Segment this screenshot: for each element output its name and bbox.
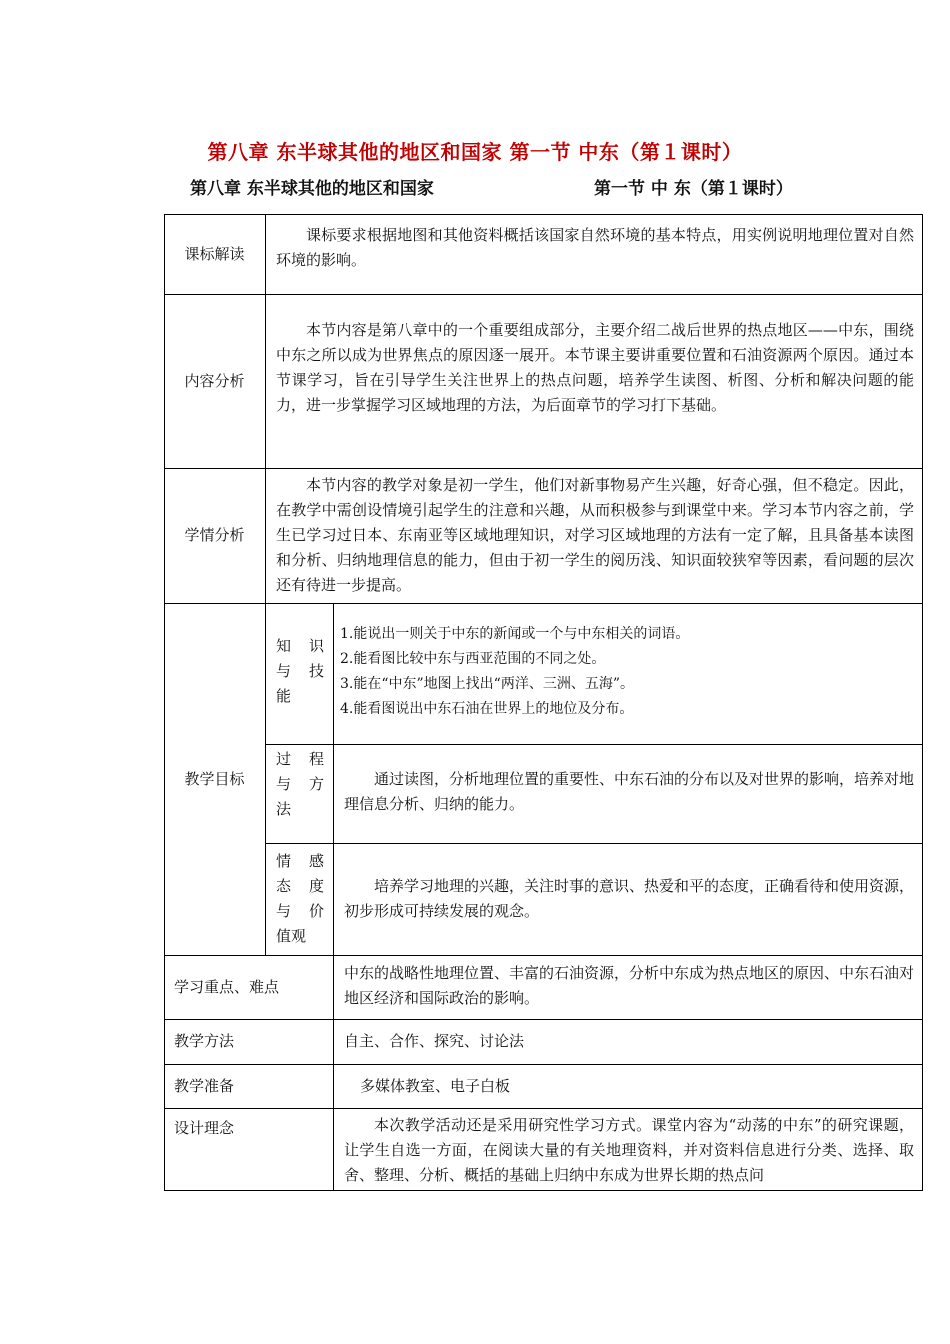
linian-content: 本次教学活动还是采用研究性学习方式。课堂内容为“动荡的中东”的研究课题，让学生自选一方面，在阅读大量的有关地理资料，并对资料信息进行分类、选择、取舍、整理、分析、概括的基础上归纳中东成为世界长期的热点问 bbox=[344, 1116, 914, 1184]
zhunbei-label: 教学准备 bbox=[174, 1076, 235, 1095]
goal-item: 4.能看图说出中东石油在世界上的地位及分布。 bbox=[340, 701, 634, 717]
neirong-content: 本节内容是第八章中的一个重要组成部分，主要介绍二战后世界的热点地区——中东，围绕中东之所以成为世界焦点的原因逐一展开。本节课主要讲重要位置和石油资源两个原因。通过本节课学习，旨在引导学生关注世界上的热点问题，培养学生读图、析图、分析和解决问题的能力，进一步掌握学习区域地理的方法，为后面章节的学习打下基础。 bbox=[276, 321, 914, 414]
guocheng-label-line: 与 方 bbox=[276, 775, 324, 793]
row-divider bbox=[164, 1108, 923, 1109]
xueqing-content: 本节内容的教学对象是初一学生，他们对新事物易产生兴趣，好奇心强，但不稳定。因此，在教学中需创设情境引起学生的注意和兴趣，从而积极参与到课堂中来。学习本节内容之前，学生已学习过日本、东南亚等区域地理知识，对学习区域地理的方法有一定了解，且具备基本读图和分析、归纳地理信息的能力，但由于初一学生的阅历浅、知识面较狭窄等因素，看问题的层次还有待进一步提高。 bbox=[276, 476, 914, 594]
qinggan-content: 培养学习地理的兴趣，关注时事的意识、热爱和平的态度，正确看待和使用资源，初步形成可持续发展的观念。 bbox=[344, 877, 915, 920]
fangfa-content: 自主、合作、探究、讨论法 bbox=[344, 1032, 525, 1050]
qinggan-label bbox=[276, 849, 324, 949]
qinggan-label-line: 与 价 bbox=[276, 902, 324, 920]
section-subtitle: 第一节 中 东（第１课时） bbox=[594, 179, 793, 199]
guocheng-label bbox=[276, 747, 324, 822]
zhishi-label bbox=[276, 634, 324, 709]
zhishi-label-line: 知 识 bbox=[276, 637, 324, 655]
qinggan-label-line: 值观 bbox=[276, 927, 307, 945]
neirong-label: 内容分析 bbox=[184, 371, 245, 390]
row-divider bbox=[164, 603, 923, 604]
row-divider bbox=[164, 468, 923, 469]
goal-item: 2.能看图比较中东与西亚范围的不同之处。 bbox=[340, 651, 606, 667]
zhongdian-label: 学习重点、难点 bbox=[174, 977, 280, 996]
table-border-right bbox=[922, 214, 923, 1190]
goal-item: 1.能说出一则关于中东的新闻或一个与中东相关的词语。 bbox=[340, 626, 690, 642]
guocheng-label-line: 过 程 bbox=[276, 750, 324, 768]
linian-label: 设计理念 bbox=[174, 1119, 235, 1137]
document-title: 第八章 东半球其他的地区和国家 第一节 中东（第１课时） bbox=[207, 140, 743, 164]
goal-item: 3.能在“中东”地图上找出“两洋、三洲、五海”。 bbox=[340, 676, 634, 692]
zhongdian-content: 中东的战略性地理位置、丰富的石油资源，分析中东成为热点地区的原因、中东石油对地区经济和国际政治的影响。 bbox=[344, 964, 915, 1007]
guocheng-label-line: 法 bbox=[276, 800, 292, 818]
kebiao-content: 课标要求根据地图和其他资料概括该国家自然环境的基本特点，用实例说明地理位置对自然环境的影响。 bbox=[276, 226, 914, 269]
zhishi-label-line: 与 技 bbox=[276, 662, 324, 680]
row-divider bbox=[164, 294, 923, 295]
zhishi-list bbox=[340, 622, 920, 722]
qinggan-label-line: 情 感 bbox=[276, 852, 324, 870]
table-border-bottom bbox=[164, 1190, 923, 1191]
fangfa-label: 教学方法 bbox=[174, 1032, 235, 1050]
zhishi-label-line: 能 bbox=[276, 687, 292, 705]
zhunbei-content: 多媒体教室、电子白板 bbox=[360, 1076, 511, 1095]
chapter-subtitle: 第八章 东半球其他的地区和国家 bbox=[190, 179, 434, 199]
row-divider bbox=[265, 744, 923, 745]
qinggan-label-line: 态 度 bbox=[276, 877, 324, 895]
guocheng-content: 通过读图，分析地理位置的重要性、中东石油的分布以及对世界的影响，培养对地理信息分析、归纳的能力。 bbox=[344, 770, 915, 813]
row-divider bbox=[265, 843, 923, 844]
kebiao-label: 课标解读 bbox=[184, 244, 245, 263]
mubiao-label: 教学目标 bbox=[184, 769, 245, 788]
table-border-top bbox=[164, 214, 923, 215]
xueqing-label: 学情分析 bbox=[184, 526, 245, 544]
